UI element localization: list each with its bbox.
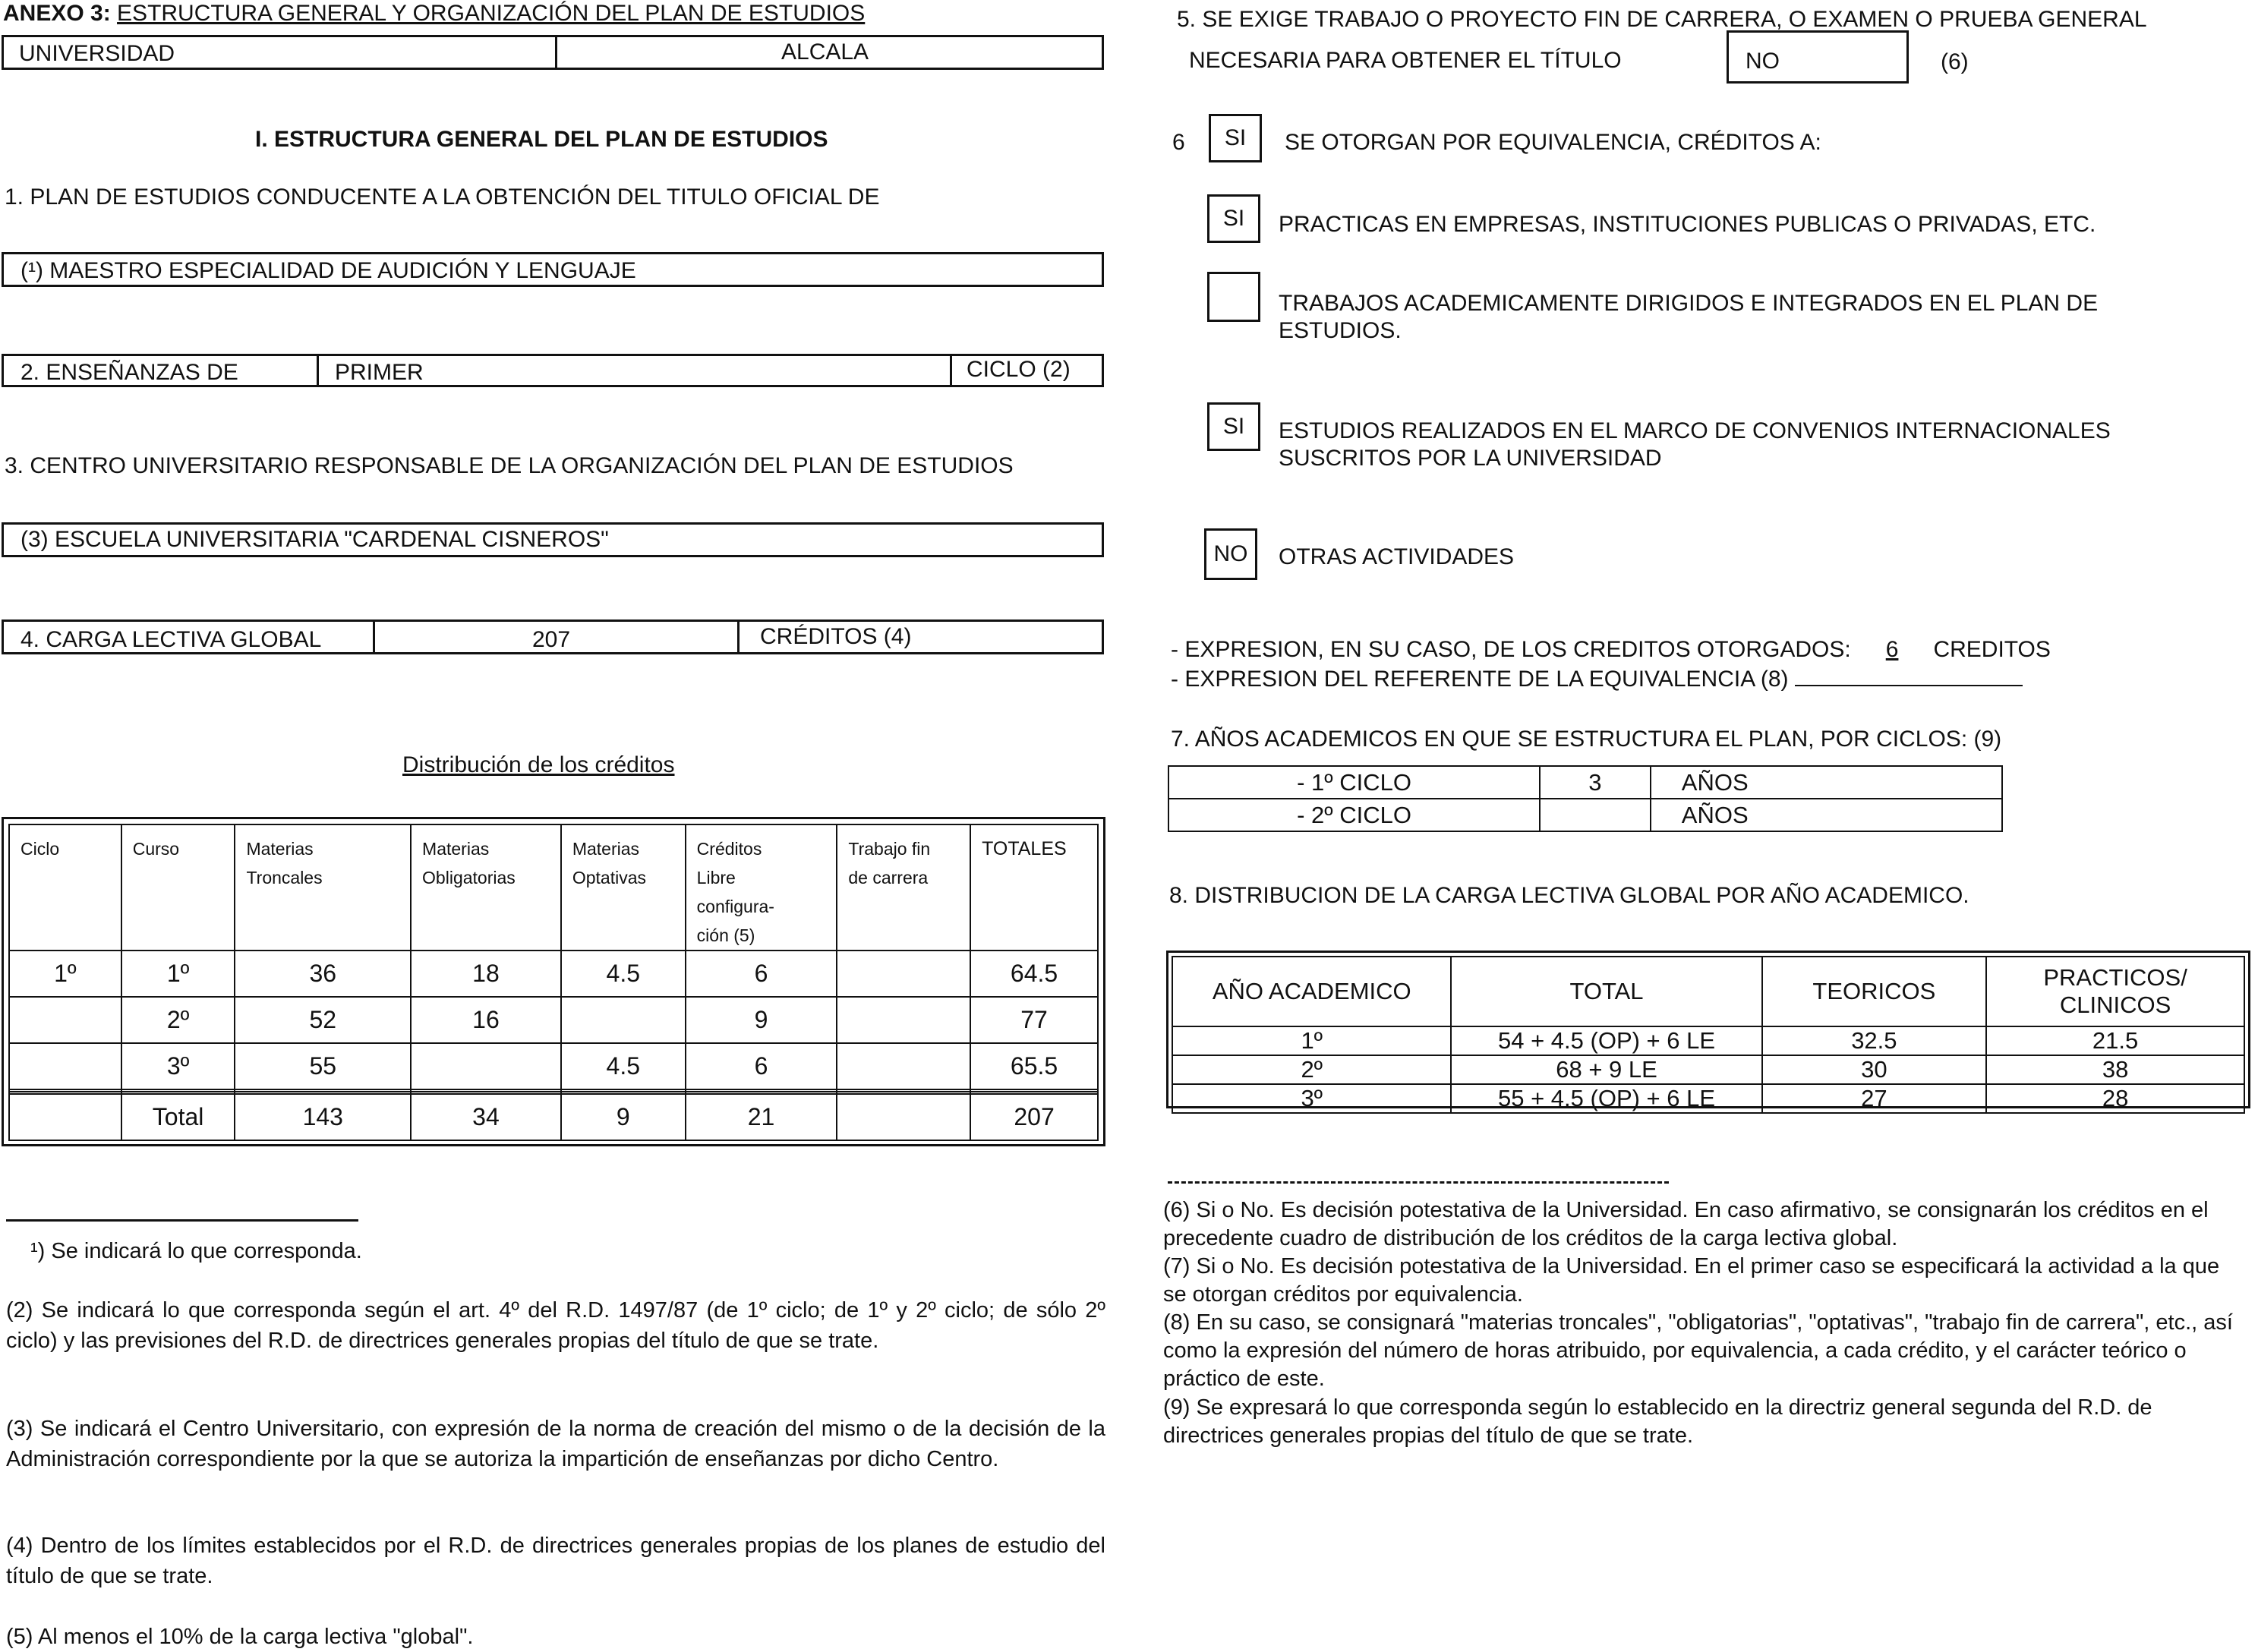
divider	[737, 622, 740, 652]
teaching-cycle-value: PRIMER	[335, 360, 424, 385]
footnote-7: (7) Si o No. Es decisión potestativa de la Universidad. En el primer caso se especificará la actividad a la que se otorgan créditos por equivalencia.	[1163, 1254, 2220, 1307]
internships-label: PRACTICAS EN EMPRESAS, INSTITUCIONES PUBLICAS O PRIVADAS, ETC.	[1279, 212, 2096, 237]
centre-field	[2, 522, 1104, 557]
footnote-8: (8) En su caso, se consignará "materias troncales", "obligatorias", "optativas", "trabajo fin de carrera", etc., así como la expresión del número de horas atribuido, por equivalencia, a cada crédito, y el carácter teórico o práctico de este.	[1163, 1310, 2233, 1391]
referent-label: - EXPRESION DEL REFERENTE DE LA EQUIVALENCIA (8)	[1171, 667, 1789, 692]
international-label: ESTUDIOS REALIZADOS EN EL MARCO DE CONVENIOS INTERNACIONALES SUSCRITOS POR LA UNIVERSIDAD	[1279, 418, 2111, 471]
international-checkbox: SI	[1207, 402, 1260, 451]
q6-number: 6	[1172, 130, 1185, 155]
table-cell: 55	[235, 1043, 411, 1089]
teaching-cycle-label: 2. ENSEÑANZAS DE	[20, 360, 238, 385]
academic-year-header-row	[1172, 957, 2244, 1026]
q6-label: SE OTORGAN POR EQUIVALENCIA, CRÉDITOS A:	[1285, 130, 1821, 155]
equivalence-referent-line	[1171, 665, 2023, 693]
table-cell: 65.5	[970, 1043, 1098, 1089]
distribution-table	[8, 824, 1099, 1141]
university-field	[2, 35, 1104, 70]
col-header: AÑO ACADEMICO	[1172, 957, 1451, 1026]
footnote-1: ¹) Se indicará lo que corresponda.	[30, 1239, 362, 1263]
table-cell: 3º	[1172, 1084, 1451, 1113]
academic-work-checkbox	[1207, 272, 1260, 322]
divider	[373, 622, 375, 652]
table-row	[9, 997, 1098, 1043]
table-cell: 55 + 4.5 (OP) + 6 LE	[1451, 1084, 1761, 1113]
table-cell: 30	[1762, 1055, 1987, 1084]
table-cell: 1º	[121, 951, 235, 997]
years-table	[1168, 765, 2003, 832]
table-cell: 1º	[9, 951, 121, 997]
annex-prefix: ANEXO 3:	[3, 1, 111, 26]
table-cell	[561, 997, 686, 1043]
university-label: UNIVERSIDAD	[19, 41, 175, 66]
university-value: ALCALA	[781, 39, 869, 65]
table-cell: 9	[686, 997, 837, 1043]
distribution-table-frame	[2, 817, 1105, 1146]
credits-suffix: CREDITOS	[1933, 637, 2051, 662]
table-cell: 38	[1986, 1055, 2244, 1084]
table-cell	[9, 1043, 121, 1089]
q5-note: (6)	[1941, 49, 1969, 74]
table-cell: 2º	[1172, 1055, 1451, 1084]
q1-label: 1. PLAN DE ESTUDIOS CONDUCENTE A LA OBTENCIÓN DEL TITULO OFICIAL DE	[5, 184, 880, 210]
table-cell: 21	[686, 1094, 837, 1140]
footnote-6: (6) Si o No. Es decisión potestativa de la Universidad. En caso afirmativo, se consignarán los créditos en el precedente cuadro de distribución de los créditos de la carga lectiva global.	[1163, 1198, 2209, 1250]
other-activities-label: OTRAS ACTIVIDADES	[1279, 544, 1515, 569]
table-cell: 52	[235, 997, 411, 1043]
credits-granted-line	[1171, 636, 2051, 664]
global-load-value: 207	[532, 627, 571, 652]
referent-blank	[1795, 665, 2023, 686]
table-row	[9, 1043, 1098, 1089]
col-header: Materias Optativas	[561, 824, 686, 951]
global-load-field	[2, 620, 1104, 654]
q7-label: 7. AÑOS ACADEMICOS EN QUE SE ESTRUCTURA EL PLAN, POR CICLOS: (9)	[1171, 727, 2002, 752]
col-header: TOTALES	[970, 824, 1098, 951]
academic-year-table-frame	[1166, 951, 2250, 1111]
table-row	[1172, 1084, 2244, 1113]
annex-heading	[3, 0, 865, 27]
table-cell	[411, 1043, 561, 1089]
footnote-3: (3) Se indicará el Centro Universitario, con expresión de la norma de creación del mismo o de la decisión de la Administración correspondiente por la que se autoriza la impartición de enseñanzas por dicho Centro.	[6, 1417, 1105, 1471]
table-cell: 4.5	[561, 951, 686, 997]
distribution-header-row	[9, 824, 1098, 951]
table-row	[1172, 1026, 2244, 1055]
table-row	[1168, 799, 2002, 831]
teaching-cycle-field	[2, 354, 1104, 387]
q5-line2: NECESARIA PARA OBTENER EL TÍTULO	[1189, 48, 1622, 73]
table-cell: 77	[970, 997, 1098, 1043]
table-cell	[837, 1094, 970, 1140]
final-project-box	[1727, 30, 1909, 84]
table-cell	[837, 997, 970, 1043]
col-header: Ciclo	[9, 824, 121, 951]
table-cell: 68 + 9 LE	[1451, 1055, 1761, 1084]
table-cell: 36	[235, 951, 411, 997]
centre-value: (3) ESCUELA UNIVERSITARIA "CARDENAL CISNEROS"	[20, 527, 609, 552]
footnote-2: (2) Se indicará lo que corresponda según el art. 4º del R.D. 1497/87 (de 1º ciclo; de 1º y 2º ciclo; de sólo 2º ciclo) y las previsiones del R.D. de directrices generales propias del título de que se trate.	[6, 1298, 1105, 1353]
total-row	[9, 1094, 1098, 1140]
other-activities-checkbox: NO	[1204, 528, 1257, 580]
table-cell: 28	[1986, 1084, 2244, 1113]
footnote-9: (9) Se expresará lo que corresponda según lo establecido en la directriz general segunda del R.D. de directrices generales propias del título de que se trate.	[1163, 1395, 2152, 1448]
table-cell: 21.5	[1986, 1026, 2244, 1055]
academic-year-table	[1172, 956, 2245, 1114]
table-cell	[9, 1094, 121, 1140]
divider	[317, 356, 319, 385]
table-cell: 9	[561, 1094, 686, 1140]
table-cell: 64.5	[970, 951, 1098, 997]
table-cell: 18	[411, 951, 561, 997]
col-header: Materias Troncales	[235, 824, 411, 951]
col-header: TOTAL	[1451, 957, 1761, 1026]
divider	[950, 356, 952, 385]
table-cell: 16	[411, 997, 561, 1043]
global-load-label: 4. CARGA LECTIVA GLOBAL	[20, 627, 322, 652]
credits-prefix: - EXPRESION, EN SU CASO, DE LOS CREDITOS OTORGADOS:	[1171, 637, 1851, 662]
table-cell: 1º	[1172, 1026, 1451, 1055]
col-header: Curso	[121, 824, 235, 951]
degree-title-value: (¹) MAESTRO ESPECIALIDAD DE AUDICIÓN Y LENGUAJE	[20, 258, 636, 283]
table-cell: 54 + 4.5 (OP) + 6 LE	[1451, 1026, 1761, 1055]
internships-checkbox: SI	[1207, 194, 1260, 243]
col-header: Materias Obligatorias	[411, 824, 561, 951]
table-cell: 6	[686, 1043, 837, 1089]
table-cell	[1540, 799, 1651, 831]
footnote-separator-right	[1168, 1181, 1669, 1184]
academic-work-label: TRABAJOS ACADEMICAMENTE DIRIGIDOS E INTEGRADOS EN EL PLAN DE ESTUDIOS.	[1279, 291, 2099, 343]
table-cell: 207	[970, 1094, 1098, 1140]
q5-line1: 5. SE EXIGE TRABAJO O PROYECTO FIN DE CARRERA, O EXAMEN O PRUEBA GENERAL	[1177, 7, 2147, 32]
table-cell: 27	[1762, 1084, 1987, 1113]
col-header: Créditos Libre configura- ción (5)	[686, 824, 837, 951]
footnote-4: (4) Dentro de los límites establecidos por el R.D. de directrices generales propias de los planes de estudio del título de que se trate.	[6, 1534, 1105, 1588]
table-cell: 34	[411, 1094, 561, 1140]
table-cell: 4.5	[561, 1043, 686, 1089]
q3-label: 3. CENTRO UNIVERSITARIO RESPONSABLE DE LA ORGANIZACIÓN DEL PLAN DE ESTUDIOS	[5, 453, 1014, 478]
table-cell: 6	[686, 951, 837, 997]
table-cell: 32.5	[1762, 1026, 1987, 1055]
table-cell: AÑOS	[1651, 766, 2002, 799]
table-cell: 3º	[121, 1043, 235, 1089]
table-cell	[837, 1043, 970, 1089]
annex-title: ESTRUCTURA GENERAL Y ORGANIZACIÓN DEL PLAN DE ESTUDIOS	[117, 1, 866, 26]
global-load-suffix: CRÉDITOS (4)	[760, 624, 912, 649]
table-cell: 143	[235, 1094, 411, 1140]
teaching-cycle-suffix: CICLO (2)	[967, 357, 1071, 382]
credits-value: 6	[1885, 637, 1899, 662]
table-cell: - 1º CICLO	[1168, 766, 1540, 799]
table-cell	[837, 951, 970, 997]
table-row	[1172, 1055, 2244, 1084]
col-header: TEORICOS	[1762, 957, 1987, 1026]
equivalence-checkbox: SI	[1209, 114, 1262, 162]
table-cell: AÑOS	[1651, 799, 2002, 831]
table-row	[1168, 766, 2002, 799]
final-project-value: NO	[1746, 49, 1780, 74]
table-cell	[9, 997, 121, 1043]
q8-label: 8. DISTRIBUCION DE LA CARGA LECTIVA GLOBAL POR AÑO ACADEMICO.	[1169, 883, 1969, 908]
table-cell: Total	[121, 1094, 235, 1140]
degree-title-field	[2, 252, 1104, 287]
col-header: Trabajo fin de carrera	[837, 824, 970, 951]
footnote-5: (5) Al menos el 10% de la carga lectiva "global".	[6, 1625, 474, 1649]
footnote-separator	[6, 1219, 358, 1222]
table-cell: 2º	[121, 997, 235, 1043]
table-row	[9, 951, 1098, 997]
section-title: I. ESTRUCTURA GENERAL DEL PLAN DE ESTUDIOS	[255, 127, 828, 152]
distribution-title: Distribución de los créditos	[402, 752, 675, 777]
col-header: PRACTICOS/ CLINICOS	[1986, 957, 2244, 1026]
table-cell: 3	[1540, 766, 1651, 799]
university-divider	[555, 37, 557, 68]
table-cell: - 2º CICLO	[1168, 799, 1540, 831]
